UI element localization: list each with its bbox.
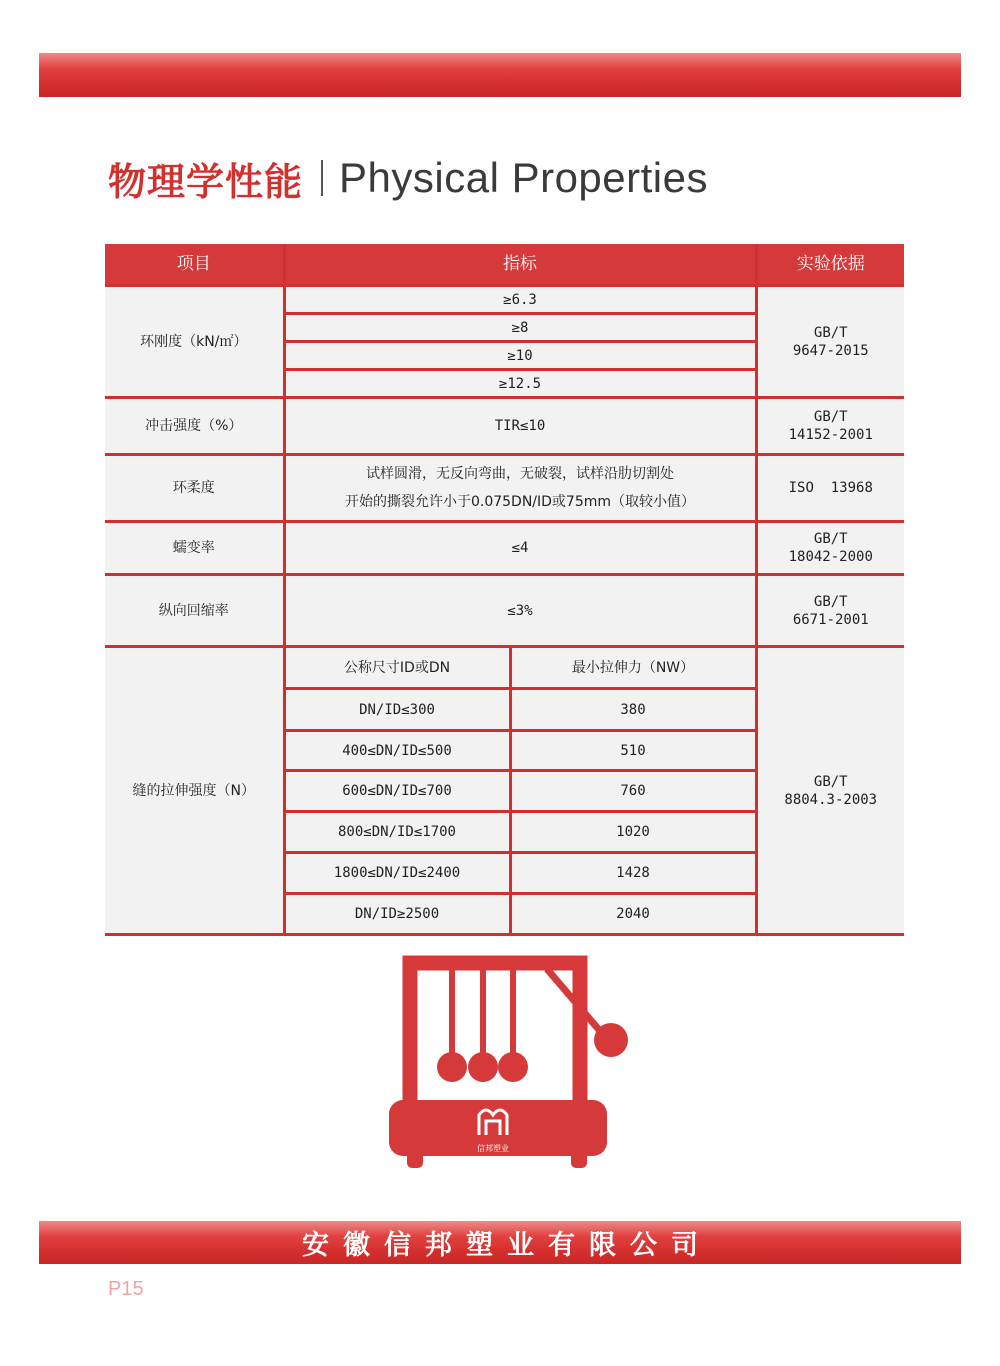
ring-stiffness-value: ≥6.3 <box>284 286 756 314</box>
seam-force: 1020 <box>510 812 756 853</box>
ring-stiffness-value: ≥8 <box>284 314 756 342</box>
seam-strength-basis: GB/T 8804.3-2003 <box>756 647 904 935</box>
properties-table <box>105 244 904 936</box>
flexibility-basis: ISO 13968 <box>756 455 904 522</box>
seam-force: 1428 <box>510 853 756 894</box>
newtons-cradle-logo <box>385 955 635 1170</box>
seam-force: 510 <box>510 731 756 771</box>
seam-size: 1800≤DN/ID≤2400 <box>284 853 510 894</box>
impact-label: 冲击强度（%） <box>105 398 284 455</box>
header-indicator: 指标 <box>284 244 756 286</box>
seam-size: 400≤DN/ID≤500 <box>284 731 510 771</box>
seam-strength-label: 缝的拉伸强度（N） <box>105 647 284 935</box>
footer-banner <box>39 1221 961 1264</box>
seam-size: DN/ID≤300 <box>284 689 510 731</box>
title-english: Physical Properties <box>339 154 708 201</box>
seam-force: 760 <box>510 771 756 812</box>
creep-value: ≤4 <box>284 522 756 575</box>
seam-col-force-header: 最小拉伸力（NW） <box>510 647 756 689</box>
ring-stiffness-label: 环刚度（kN/㎡） <box>105 286 284 398</box>
shrink-value: ≤3% <box>284 575 756 647</box>
seam-col-size-header: 公称尺寸ID或DN <box>284 647 510 689</box>
table-header-row <box>105 244 904 286</box>
title-chinese: 物理学性能 <box>108 159 304 204</box>
creep-basis: GB/T 18042-2000 <box>756 522 904 575</box>
impact-value: TIR≤10 <box>284 398 756 455</box>
ring-stiffness-basis: GB/T 9647-2015 <box>756 286 904 398</box>
seam-force: 2040 <box>510 894 756 935</box>
page-title <box>108 148 708 208</box>
seam-size: 600≤DN/ID≤700 <box>284 771 510 812</box>
header-basis: 实验依据 <box>756 244 904 286</box>
seam-size: 800≤DN/ID≤1700 <box>284 812 510 853</box>
seam-force: 380 <box>510 689 756 731</box>
shrink-basis: GB/T 6671-2001 <box>756 575 904 647</box>
table-row <box>105 522 904 575</box>
shrink-label: 纵向回缩率 <box>105 575 284 647</box>
flexibility-value: 试样圆滑，无反向弯曲，无破裂，试样沿肋切割处 开始的撕裂允许小于0.075DN/ID或75mm（取较小值） <box>284 455 756 522</box>
table-row <box>105 575 904 647</box>
table-row <box>105 455 904 522</box>
flexibility-label: 环柔度 <box>105 455 284 522</box>
seam-size: DN/ID≥2500 <box>284 894 510 935</box>
ring-stiffness-value: ≥12.5 <box>284 370 756 398</box>
page-number: P15 <box>108 1278 144 1300</box>
table-row <box>105 398 904 455</box>
table-row <box>105 647 904 689</box>
impact-basis: GB/T 14152-2001 <box>756 398 904 455</box>
ring-stiffness-value: ≥10 <box>284 342 756 370</box>
title-divider <box>321 160 323 196</box>
top-banner <box>39 53 961 97</box>
creep-label: 蠕变率 <box>105 522 284 575</box>
company-name: 安徽信邦塑业有限公司 <box>302 1230 712 1261</box>
header-item: 项目 <box>105 244 284 286</box>
logo-text: 信邦塑业 <box>477 1144 509 1153</box>
table-row <box>105 286 904 314</box>
